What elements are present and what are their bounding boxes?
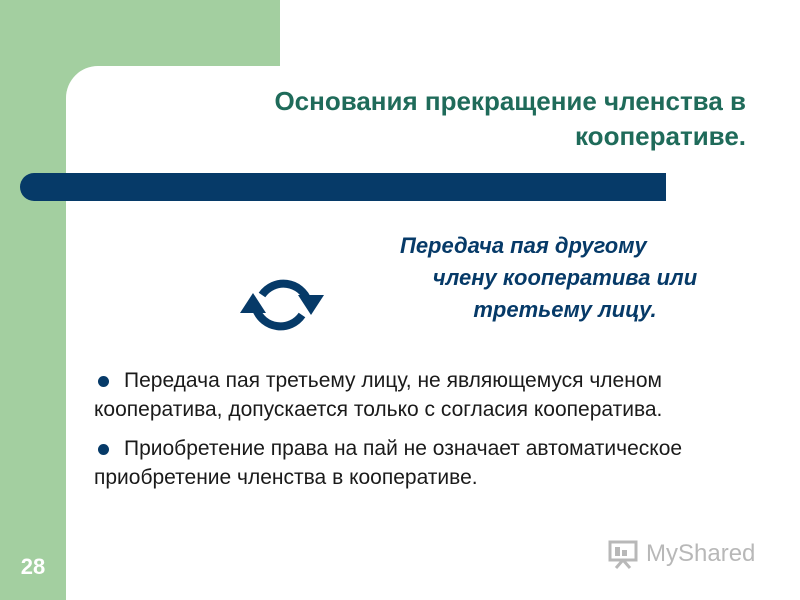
watermark — [606, 536, 766, 572]
bullet-dot-icon — [98, 444, 109, 455]
top-green-band — [66, 0, 280, 66]
bullet-text-1: Передача пая третьему лицу, не являющемуся членом кооператива, допускается только с согласия кооператива. — [94, 369, 663, 421]
bullet-dot-icon — [98, 376, 109, 387]
slide-title: Основания прекращение членства в кооперативе. — [274, 86, 746, 151]
subtitle-line-1: Передача пая другому — [400, 233, 647, 258]
left-green-band — [0, 0, 66, 600]
subtitle-line-2: члену кооператива или — [432, 265, 698, 290]
subtitle — [370, 230, 760, 326]
page-number: 28 — [20, 554, 46, 579]
watermark-text: MyShared — [646, 540, 756, 567]
list-item — [94, 366, 774, 424]
subtitle-line-3: третьему лицу. — [473, 297, 657, 322]
list-item — [94, 434, 774, 492]
bullet-list — [94, 366, 774, 502]
title-underline-bar — [20, 173, 666, 201]
refresh-icon — [232, 265, 328, 345]
bullet-text-2: Приобретение права на пай не означает автоматическое приобретение членства в кооперативе. — [94, 437, 683, 489]
presentation-board-icon — [606, 539, 640, 569]
